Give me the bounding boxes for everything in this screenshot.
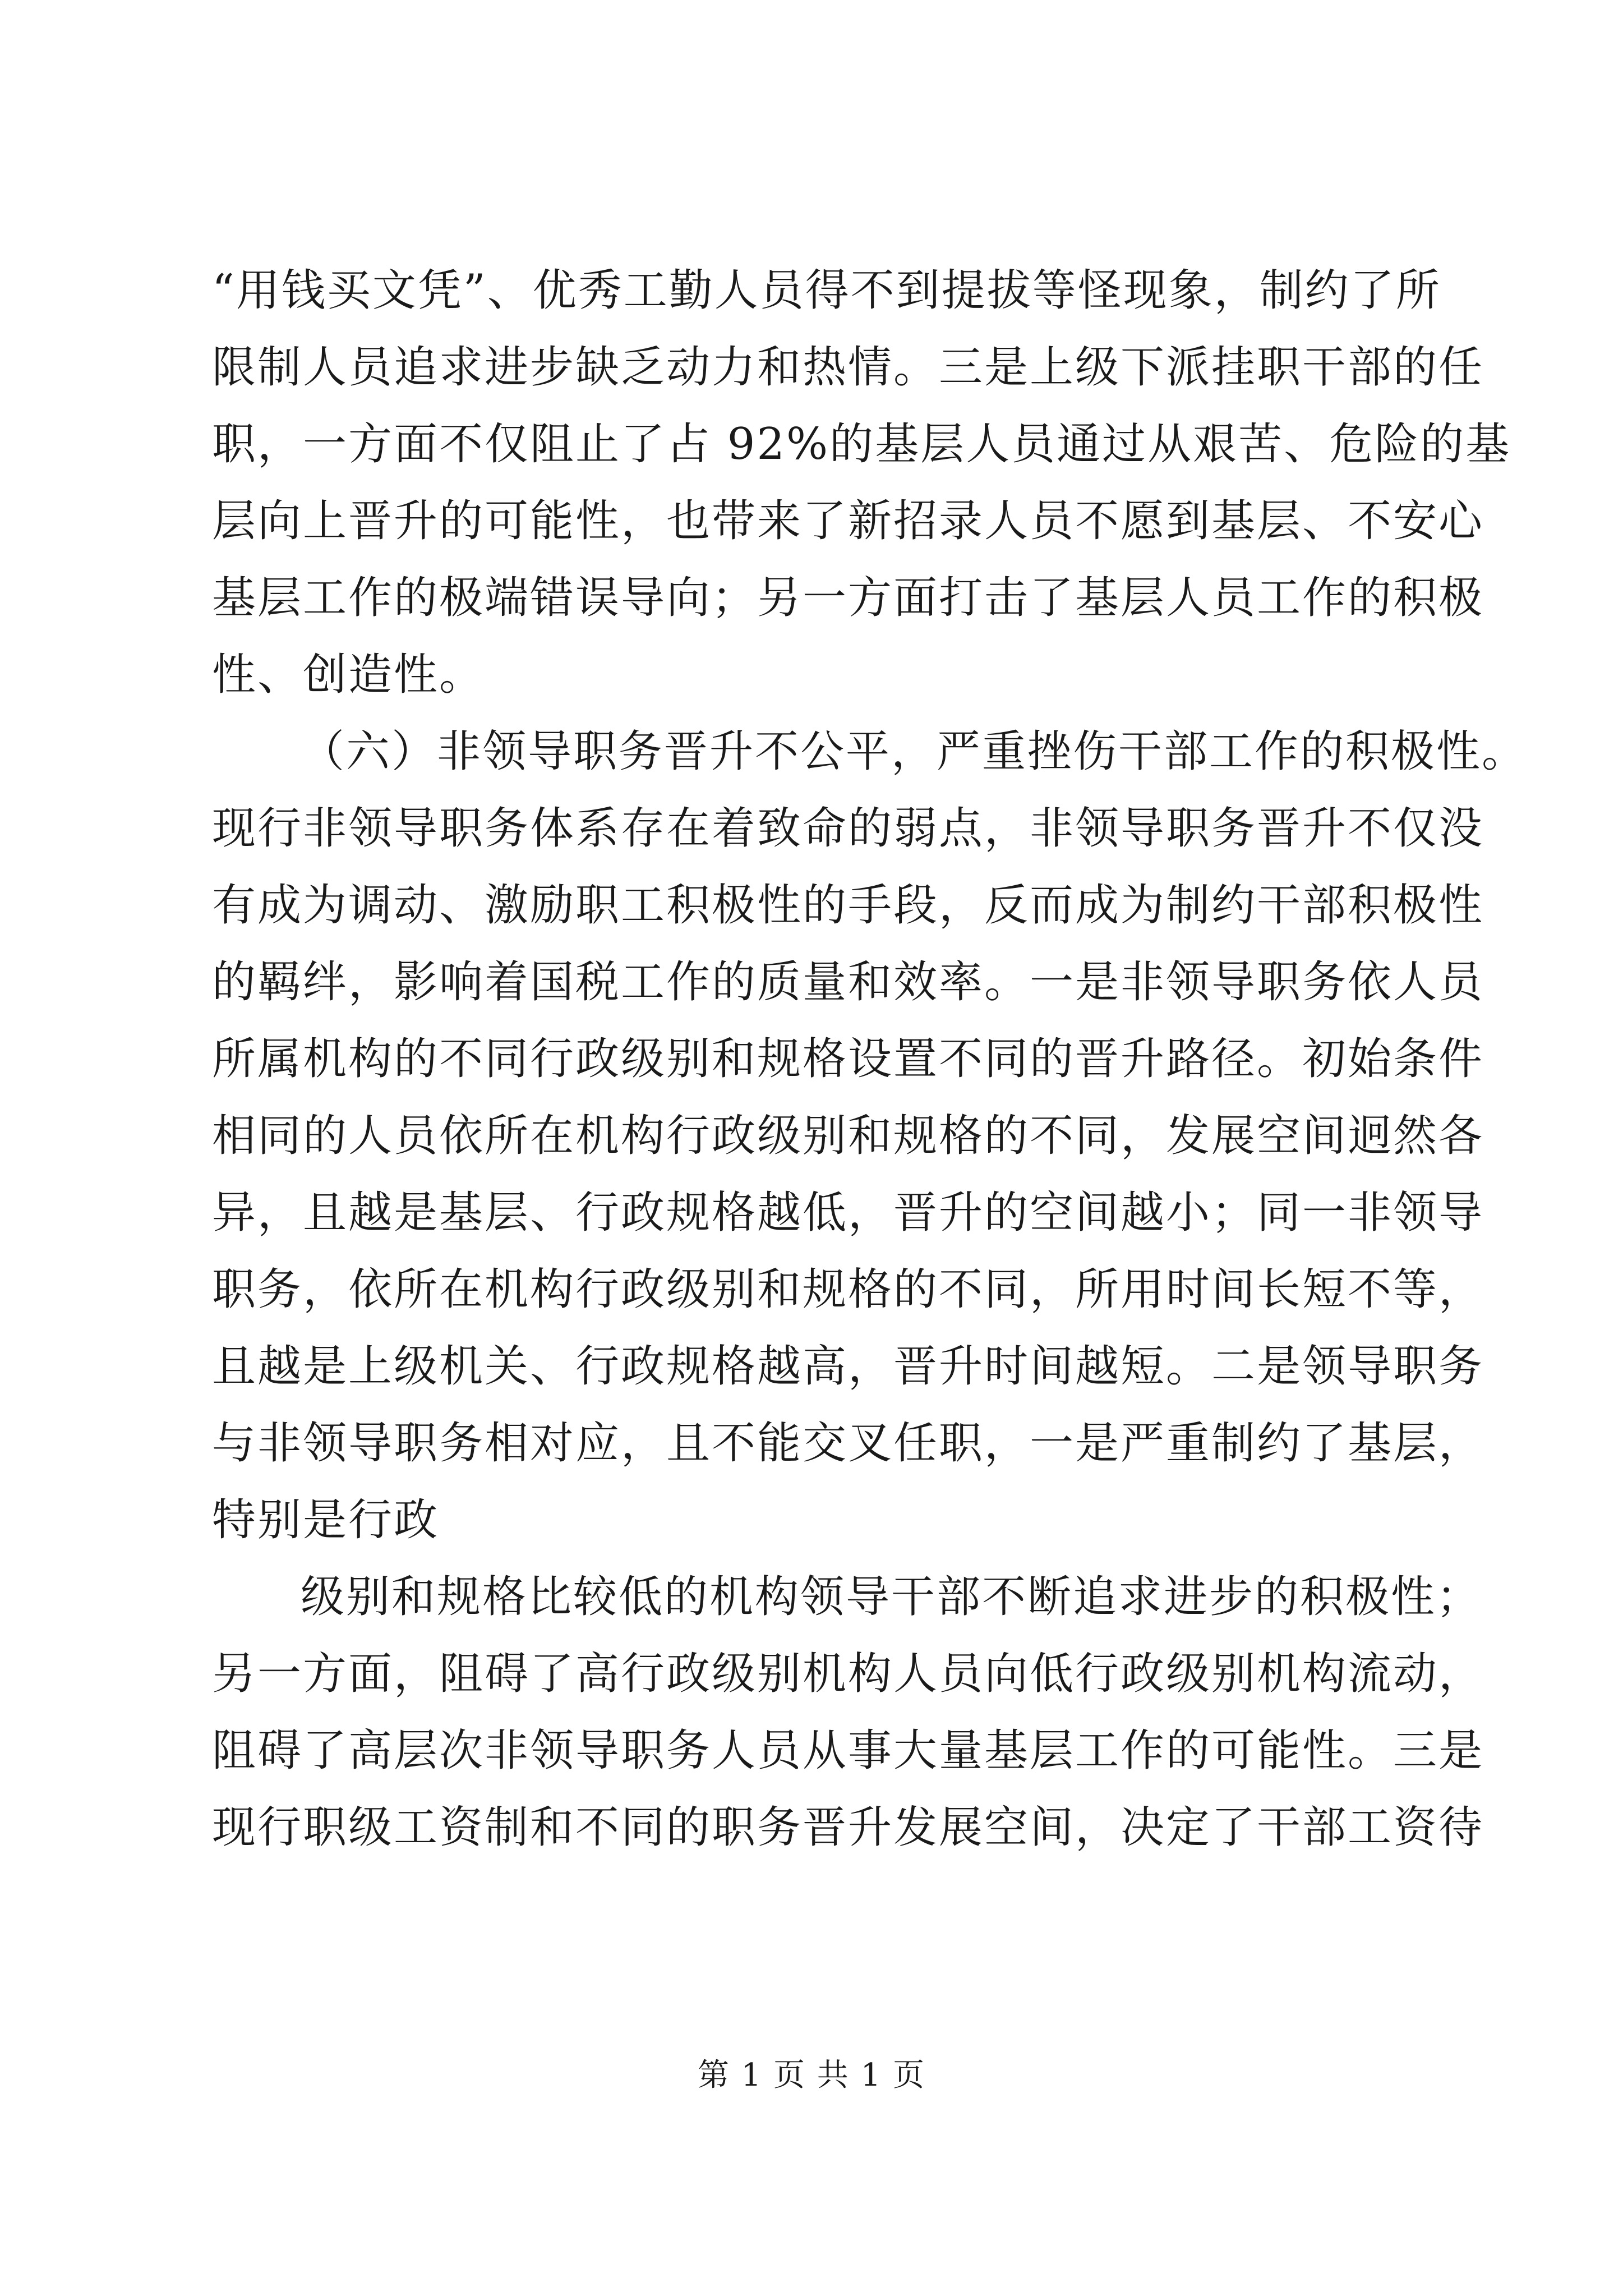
paragraph-continued (212, 1559, 1484, 1866)
text-line: 级别和规格比较低的机构领导干部不断追求进步的积极性； (301, 1572, 1482, 1622)
text-line: 特别是行政 (212, 1495, 440, 1545)
paragraph-continuation (212, 252, 1511, 714)
section-heading-line: （六）非领导职务晋升不公平，严重挫伤干部工作的积极性。 (301, 726, 1528, 777)
text-line: “用钱买文凭”、优秀工勤人员得不到提拔等怪现象，制约了所 (212, 265, 1441, 316)
text-line: 另一方面，阻碍了高行政级别机构人员向低行政级别机构流动， (212, 1649, 1484, 1699)
text-line: 层向上晋升的可能性，也带来了新招录人员不愿到基层、不安心 (212, 496, 1484, 546)
text-line: 有成为调动、激励职工积极性的手段，反而成为制约干部积极性 (212, 880, 1484, 931)
text-line: 的羁绊，影响着国税工作的质量和效率。一是非领导职务依人员 (212, 957, 1484, 1007)
text-line: 相同的人员依所在机构行政级别和规格的不同，发展空间迥然各 (212, 1111, 1484, 1161)
text-line: 异，且越是基层、行政规格越低，晋升的空间越小；同一非领导 (212, 1188, 1484, 1238)
text-line: 所属机构的不同行政级别和规格设置不同的晋升路径。初始条件 (212, 1034, 1484, 1084)
text-line: 职，一方面不仅阻止了占 92%的基层人员通过从艰苦、危险的基 (212, 419, 1511, 470)
text-line: 阻碍了高层次非领导职务人员从事大量基层工作的可能性。三是 (212, 1726, 1484, 1776)
paragraph-section-six (212, 714, 1528, 1559)
text-line: 与非领导职务相对应，且不能交叉任职，一是严重制约了基层， (212, 1418, 1484, 1469)
text-line: 现行职级工资制和不同的职务晋升发展空间，决定了干部工资待 (212, 1802, 1484, 1853)
text-line: 限制人员追求进步缺乏动力和热情。三是上级下派挂职干部的任 (212, 342, 1484, 393)
text-line: 且越是上级机关、行政规格越高，晋升时间越短。二是领导职务 (212, 1341, 1484, 1392)
text-line: 现行非领导职务体系存在着致命的弱点，非领导职务晋升不仅没 (212, 803, 1484, 854)
page-footer: 第 1 页 共 1 页 (697, 2057, 926, 2093)
text-line: 性、创造性。 (212, 650, 485, 700)
document-body (212, 252, 1528, 1866)
text-line: 基层工作的极端错误导向；另一方面打击了基层人员工作的积极 (212, 573, 1484, 623)
text-line: 职务，依所在机构行政级别和规格的不同，所用时间长短不等， (212, 1264, 1484, 1315)
